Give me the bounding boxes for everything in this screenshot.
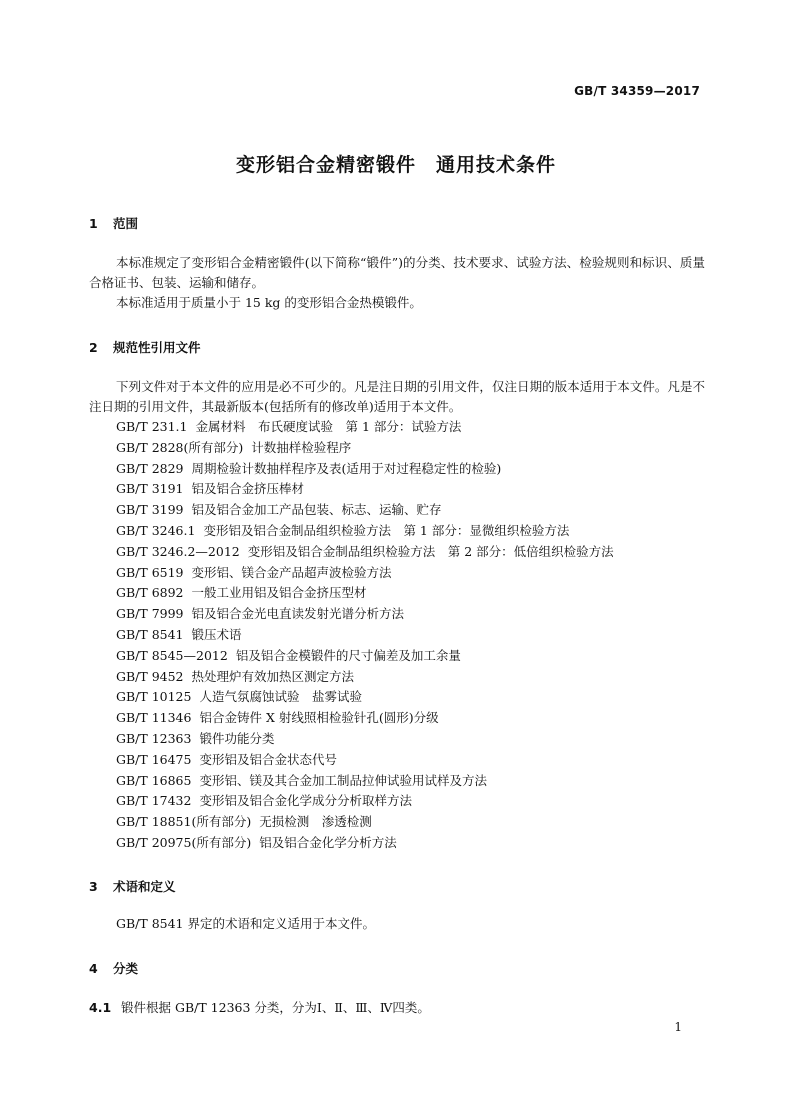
section-3-heading [89,877,176,895]
reference-title: 热处理炉有效加热区测定方法 [191,668,355,684]
terms-paragraph: GB/T 8541 界定的术语和定义适用于本文件。 [116,916,375,931]
reference-code: GB/T 3199 [116,502,184,518]
reference-title: 铝及铝合金光电直读发射光谱分析方法 [191,606,405,622]
reference-item [116,583,614,604]
subsection-4-1 [89,998,430,1016]
reference-code: GB/T 16865 [116,772,192,788]
reference-item [116,646,614,667]
reference-code: GB/T 11346 [116,710,192,726]
reference-item [116,791,614,812]
reference-code: GB/T 8541 [116,626,184,642]
subsection-text: 锻件根据 GB/T 12363 分类，分为Ⅰ、Ⅱ、Ⅲ、Ⅳ四类。 [121,1000,430,1015]
reference-item [116,687,614,708]
reference-list [116,417,614,854]
reference-title: 铝及铝合金挤压棒材 [191,481,305,497]
reference-item [116,438,614,459]
reference-title: 无损检测 渗透检测 [259,814,372,830]
section-number: 4 [89,961,98,976]
section-number: 3 [89,879,98,894]
reference-code: GB/T 17432 [116,793,192,809]
section-title: 分类 [113,961,139,976]
reference-item [116,542,614,563]
reference-title: 计数抽样检验程序 [251,439,352,455]
reference-code: GB/T 2829 [116,460,184,476]
reference-item [116,708,614,729]
section-number: 1 [89,216,98,231]
section-4-heading [89,959,138,977]
page-number: 1 [674,1020,682,1034]
reference-code: GB/T 16475 [116,751,192,767]
reference-title: 一般工业用铝及铝合金挤压型材 [191,585,367,601]
reference-code: GB/T 10125 [116,689,192,705]
reference-code: GB/T 3246.1 [116,522,196,538]
reference-item [116,833,614,854]
reference-item [116,521,614,542]
reference-title: 铝及铝合金模锻件的尺寸偏差及加工余量 [235,647,461,663]
document-title: 变形铝合金精密锻件 通用技术条件 [235,154,556,176]
references-intro: 下列文件对于本文件的应用是必不可少的。凡是注日期的引用文件，仅注日期的版本适用于本文件。凡是不注日期的引用文件，其最新版本(包括所有的修改单)适用于本文件。 [89,379,705,414]
standard-code: GB/T 34359—2017 [574,84,700,98]
reference-code: GB/T 9452 [116,668,184,684]
reference-item [116,500,614,521]
reference-title: 铝合金铸件 X 射线照相检验针孔(圆形)分级 [199,710,439,726]
reference-code: GB/T 7999 [116,606,184,622]
reference-title: 变形铝及铝合金状态代号 [199,751,337,767]
scope-paragraph-2: 本标准适用于质量小于 15 kg 的变形铝合金热模锻件。 [116,295,422,310]
reference-title: 锻件功能分类 [199,730,275,746]
reference-code: GB/T 6519 [116,564,184,580]
reference-code: GB/T 231.1 [116,419,188,434]
reference-title: 变形铝及铝合金制品组织检验方法 第 1 部分：显微组织检验方法 [203,522,570,538]
reference-title: 铝及铝合金化学分析方法 [259,834,397,850]
reference-title: 锻压术语 [191,626,242,642]
reference-title: 变形铝、镁合金产品超声波检验方法 [191,564,392,580]
reference-item [116,417,614,438]
reference-code: GB/T 2828(所有部分) [116,439,244,455]
reference-title: 人造气氛腐蚀试验 盐雾试验 [199,689,362,705]
reference-item [116,812,614,833]
subsection-number: 4.1 [89,1000,112,1015]
reference-item [116,459,614,480]
reference-title: 金属材料 布氏硬度试验 第 1 部分：试验方法 [195,419,462,434]
reference-code: GB/T 20975(所有部分) [116,834,252,850]
reference-item [116,563,614,584]
section-title: 术语和定义 [113,879,176,894]
section-number: 2 [89,340,98,355]
reference-item [116,479,614,500]
reference-title: 变形铝及铝合金制品组织检验方法 第 2 部分：低倍组织检验方法 [247,543,614,559]
section-title: 规范性引用文件 [113,340,201,355]
reference-item [116,750,614,771]
reference-code: GB/T 8545—2012 [116,647,228,663]
reference-code: GB/T 18851(所有部分) [116,814,252,830]
reference-item [116,771,614,792]
reference-title: 铝及铝合金加工产品包装、标志、运输、贮存 [191,502,442,518]
section-1-heading [89,214,138,232]
reference-code: GB/T 3246.2—2012 [116,543,240,559]
reference-title: 变形铝及铝合金化学成分分析取样方法 [199,793,412,809]
section-2-heading [89,338,201,356]
reference-code: GB/T 3191 [116,481,184,497]
reference-item [116,625,614,646]
scope-paragraph-1: 本标准规定了变形铝合金精密锻件(以下简称“锻件”)的分类、技术要求、试验方法、检验规则和标识、质量合格证书、包装、运输和储存。 [89,255,705,290]
reference-title: 周期检验计数抽样程序及表(适用于对过程稳定性的检验) [191,460,502,476]
reference-item [116,604,614,625]
reference-item [116,729,614,750]
section-title: 范围 [113,216,139,231]
reference-code: GB/T 6892 [116,585,184,601]
reference-item [116,667,614,688]
reference-title: 变形铝、镁及其合金加工制品拉伸试验用试样及方法 [199,772,487,788]
reference-code: GB/T 12363 [116,730,192,746]
